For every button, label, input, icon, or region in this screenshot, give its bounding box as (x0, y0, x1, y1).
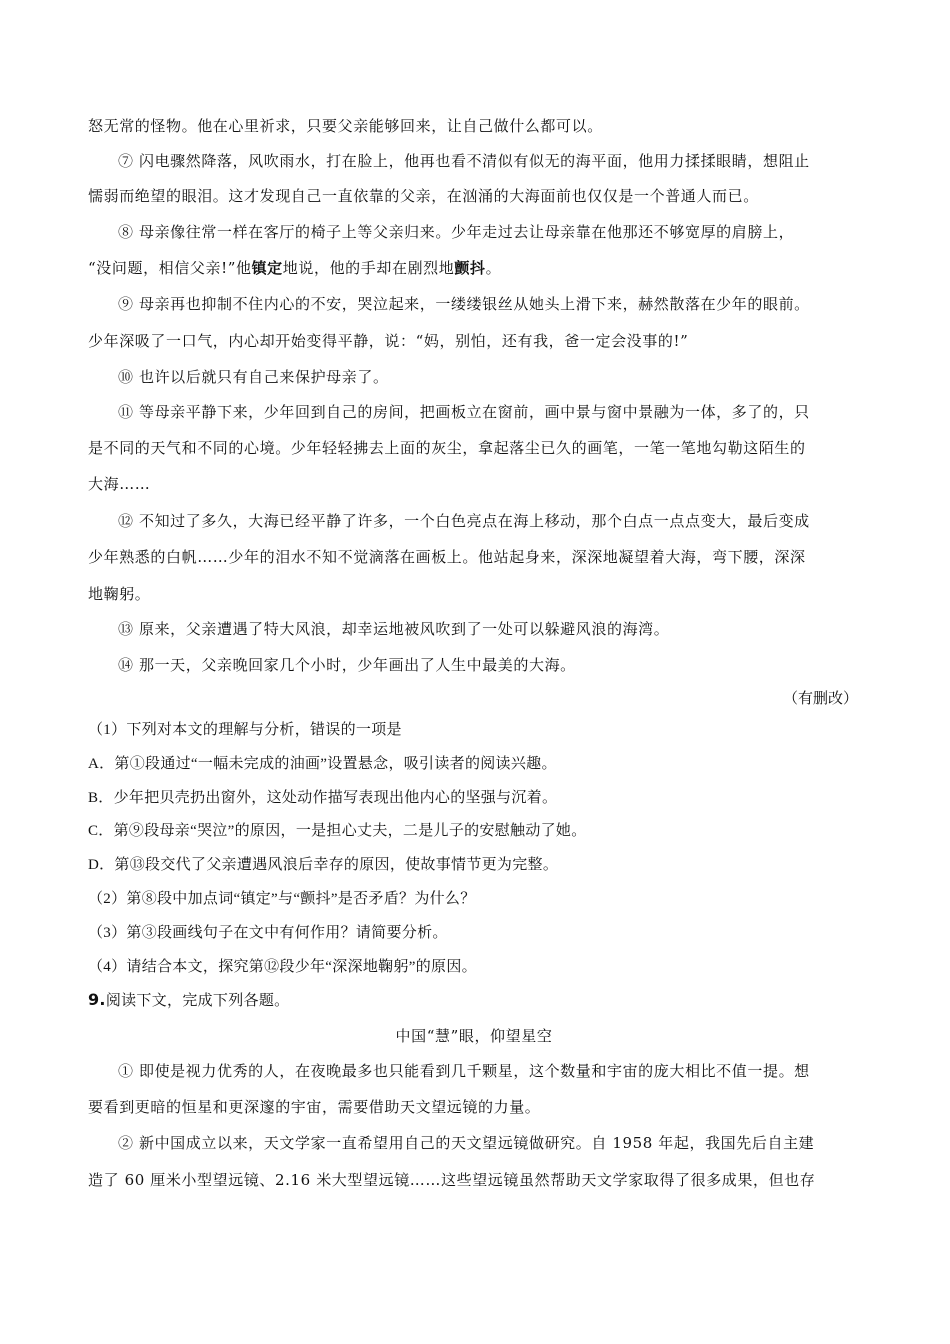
question-1-option-b: B．少年把贝壳扔出窗外，这处动作描写表现出他内心的坚强与沉着。 (88, 790, 558, 806)
question-4: （4）请结合本文，探究第⑫段少年“深深地鞠躬”的原因。 (88, 959, 477, 975)
story-paragraph-7: ⑦ 闪电骤然降落，风吹雨水，打在脸上，他再也看不清似有似无的海平面，他用力揉揉眼睛，想阻止 (118, 152, 810, 170)
article-paragraph-2: ② 新中国成立以来，天文学家一直希望用自己的天文望远镜做研究。自 1958 年起，我国先后自主建 (118, 1134, 815, 1152)
story-paragraph-8: ⑧ 母亲像往常一样在客厅的椅子上等父亲归来。少年走过去让母亲靠在他那还不够宽厚的肩膀上， (118, 223, 795, 241)
story-paragraph-7-line-2: 懦弱而绝望的眼泪。这才发现自己一直依靠的父亲，在汹涌的大海面前也仅仅是一个普通人而已。 (88, 187, 759, 205)
story-paragraph-11-line-2: 是不同的天气和不同的心境。少年轻轻拂去上面的灰尘，拿起落尘已久的画笔，一笔一笔地勾勒这陌生的 (88, 439, 806, 457)
paragraph-8-text-a: “没问题，相信父亲!”他 (88, 259, 252, 277)
article-title: 中国“慧”眼，仰望星空 (395, 1027, 553, 1045)
question-2: （2）第⑧段中加点词“镇定”与“颤抖”是否矛盾？为什么？ (88, 891, 476, 907)
question-1-option-a: A．第①段通过“一幅未完成的油画”设置悬念，吸引读者的阅读兴趣。 (88, 756, 557, 772)
story-paragraph-9: ⑨ 母亲再也抑制不住内心的不安，哭泣起来，一缕缕银丝从她头上滑下来，赫然散落在少年的眼前。 (118, 295, 810, 313)
article-paragraph-1: ① 即使是视力优秀的人，在夜晚最多也只能看到几千颗星，这个数量和宇宙的庞大相比不值一提。想 (118, 1062, 810, 1080)
question-1-option-c: C．第⑨段母亲“哭泣”的原因，一是担心丈夫，二是儿子的安慰触动了她。 (88, 823, 587, 839)
section-9-instruction: 阅读下文，完成下列各题。 (105, 993, 290, 1009)
story-paragraph-12: ⑫ 不知过了多久，大海已经平静了许多，一个白色亮点在海上移动，那个白点一点点变大，最后变成 (118, 512, 810, 530)
source-note: （有删改） (782, 689, 858, 707)
article-paragraph-2-line-2: 造了 60 厘米小型望远镜、2.16 米大型望远镜……这些望远镜虽然帮助天文学家取得了很多成果，但也存 (88, 1171, 816, 1189)
story-paragraph-6-end: 怒无常的怪物。他在心里祈求，只要父亲能够回来，让自己做什么都可以。 (88, 117, 603, 135)
story-paragraph-12-line-3: 地鞠躬。 (88, 585, 151, 603)
paragraph-8-text-e: 。 (485, 259, 502, 277)
story-paragraph-9-line-2: 少年深吸了一口气，内心却开始变得平静，说：“妈，别怕，还有我，爸一定会没事的!” (88, 332, 689, 350)
story-paragraph-11: ⑪ 等母亲平静下来，少年回到自己的房间，把画板立在窗前，画中景与窗中景融为一体，多了的，只 (118, 403, 810, 421)
story-paragraph-11-line-3: 大海…… (88, 475, 151, 493)
story-paragraph-8-line-2 (88, 258, 860, 278)
dotted-word-chandou: 颤抖 (454, 259, 486, 277)
story-paragraph-13: ⑬ 原来，父亲遭遇了特大风浪，却幸运地被风吹到了一处可以躲避风浪的海湾。 (118, 620, 670, 638)
story-paragraph-14: ⑭ 那一天，父亲晚回家几个小时，少年画出了人生中最美的大海。 (118, 656, 576, 674)
story-paragraph-10: ⑩ 也许以后就只有自己来保护母亲了。 (118, 368, 389, 386)
question-1-option-d: D．第⑬段交代了父亲遭遇风浪后幸存的原因，使故事情节更为完整。 (88, 857, 559, 873)
question-1: （1）下列对本文的理解与分析，错误的一项是 (88, 722, 402, 738)
section-9-heading (88, 990, 860, 1011)
article-paragraph-1-line-2: 要看到更暗的恒星和更深邃的宇宙，需要借助天文望远镜的力量。 (88, 1098, 541, 1116)
question-3: （3）第③段画线句子在文中有何作用？请简要分析。 (88, 925, 448, 941)
section-9-number: 9. (88, 990, 106, 1009)
story-paragraph-12-line-2: 少年熟悉的白帆……少年的泪水不知不觉滴落在画板上。他站起身来，深深地凝望着大海，弯下腰，深深 (88, 548, 806, 566)
dotted-word-zhending: 镇定 (251, 259, 283, 277)
paragraph-8-text-c: 地说，他的手却在剧烈地 (282, 259, 455, 277)
